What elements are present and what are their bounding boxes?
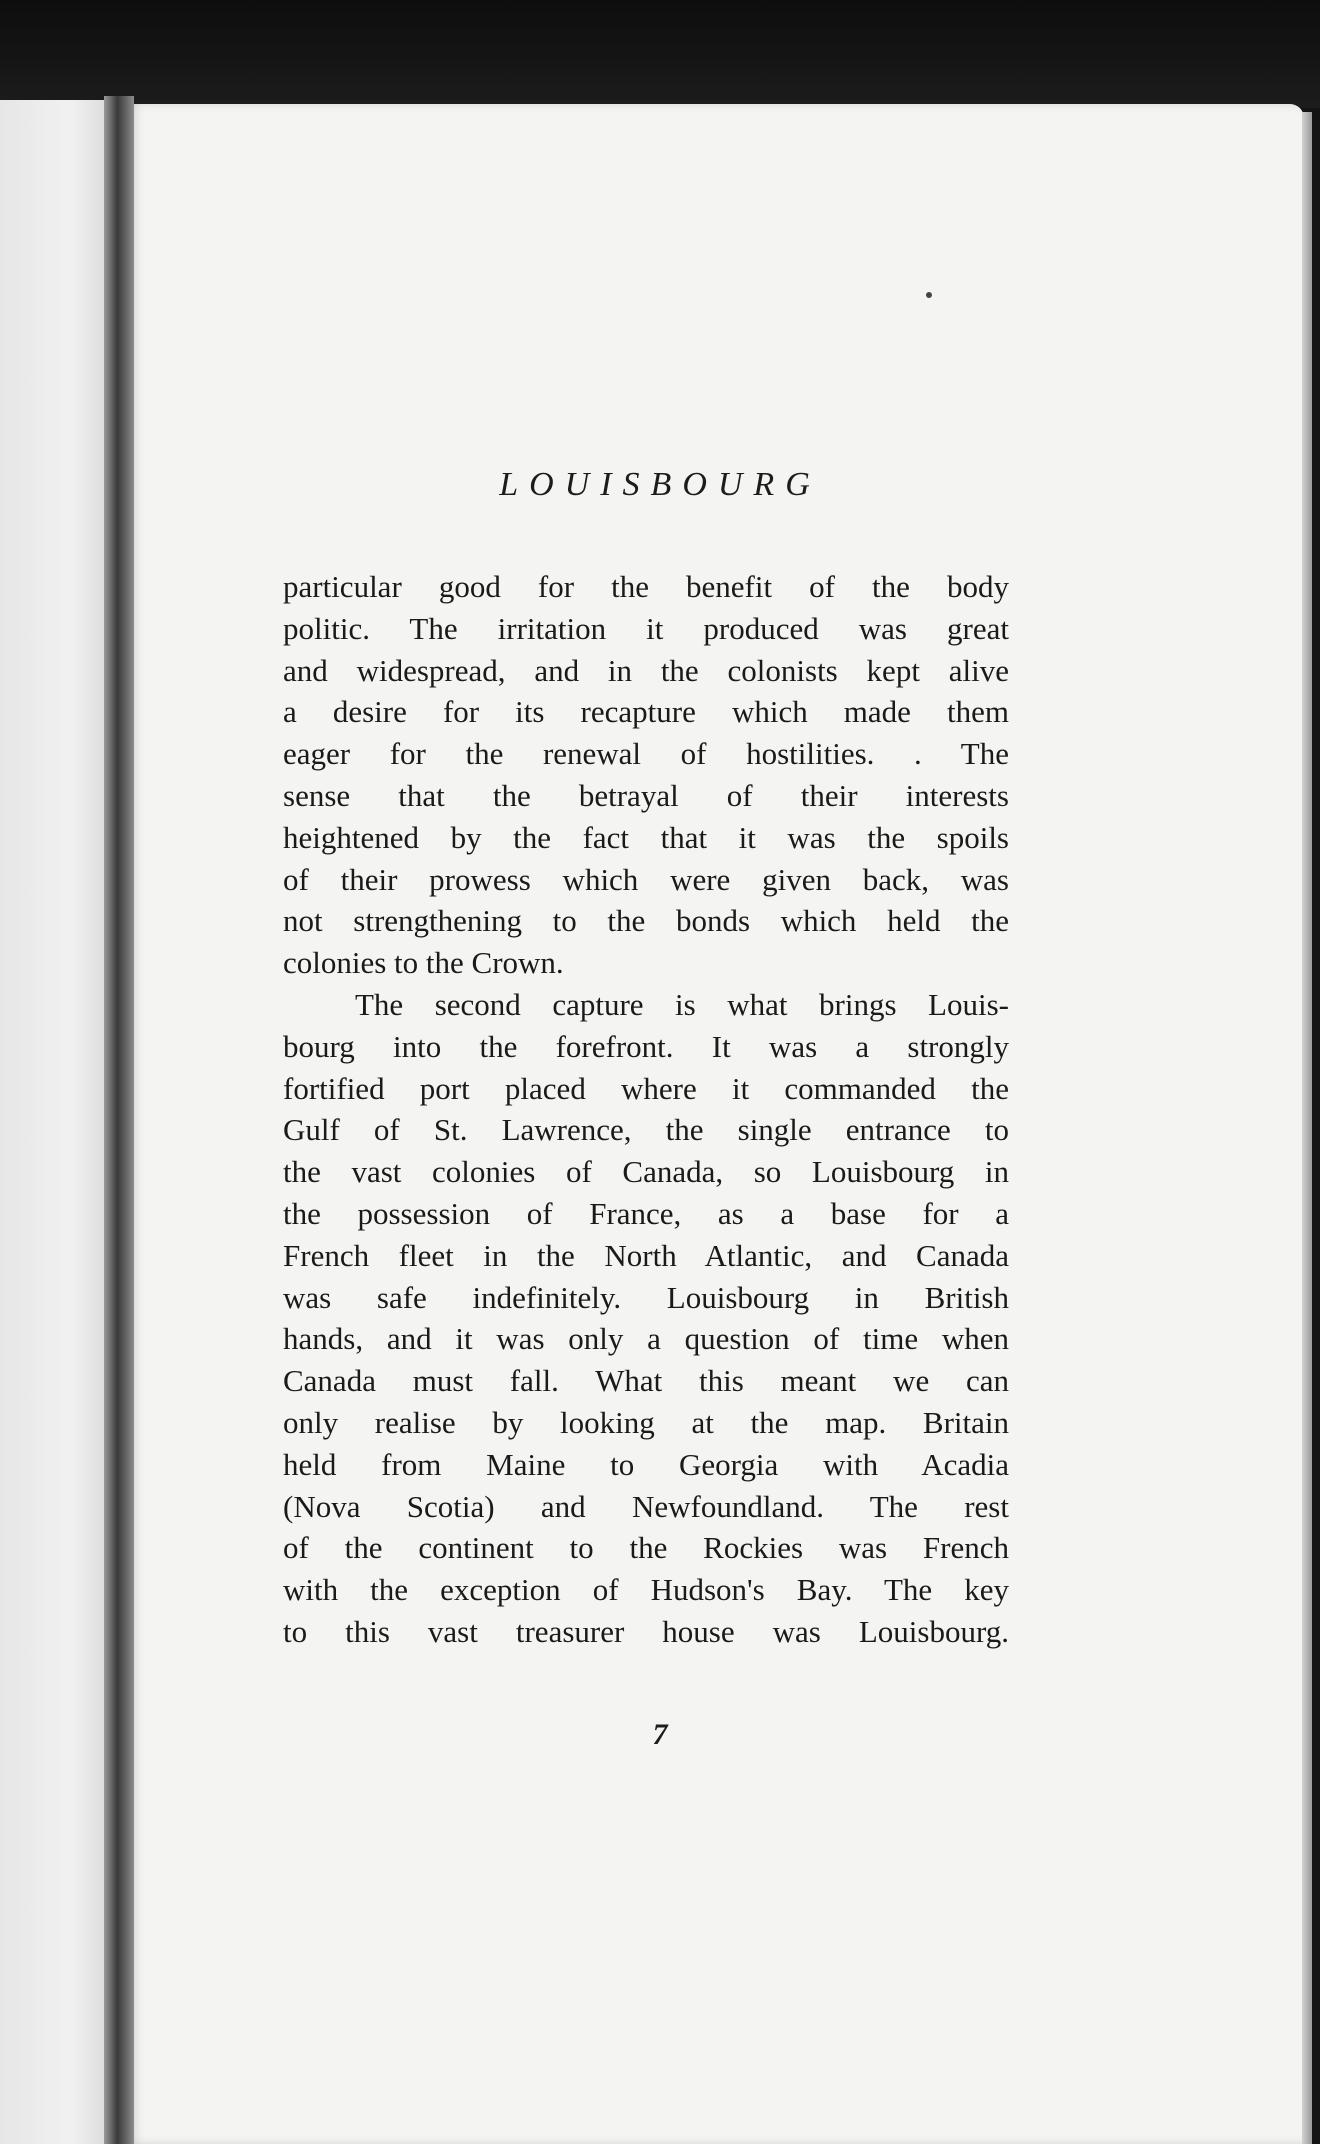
text-line: fortified port placed where it commanded the xyxy=(283,1070,1009,1106)
text-line: the vast colonies of Canada, so Louisbourg in xyxy=(283,1154,1009,1190)
facing-page-edge xyxy=(0,100,118,2144)
body-text xyxy=(283,566,1009,1653)
text-line: colonies to the Crown. xyxy=(283,945,564,981)
running-head: LOUISBOURG xyxy=(499,466,821,503)
text-line: with the exception of Hudson's Bay. The key xyxy=(283,1572,1009,1608)
text-line: particular good for the benefit of the body xyxy=(283,569,1009,604)
text-line: a desire for its recapture which made them xyxy=(283,694,1009,730)
text-line: heightened by the fact that it was the spoils xyxy=(283,819,1009,855)
text-line: and widespread, and in the colonists kept alive xyxy=(283,652,1009,688)
text-line: Gulf of St. Lawrence, the single entrance to xyxy=(283,1112,1009,1148)
page-fore-edge xyxy=(1302,112,1312,2144)
text-line: to this vast treasurer house was Louisbourg. xyxy=(283,1613,1009,1649)
page-number: 7 xyxy=(652,1718,668,1751)
text-line: hands, and it was only a question of time when xyxy=(283,1321,1009,1357)
text-line: Canada must fall. What this meant we can xyxy=(283,1363,1009,1399)
text-line: only realise by looking at the map. Britain xyxy=(283,1404,1009,1440)
text-line: The second capture is what brings Louis- xyxy=(355,986,1009,1022)
text-line: held from Maine to Georgia with Acadia xyxy=(283,1446,1009,1482)
scan-top-shadow xyxy=(0,0,1320,108)
text-line: (Nova Scotia) and Newfoundland. The rest xyxy=(283,1488,1009,1524)
text-line: of the continent to the Rockies was French xyxy=(283,1530,1009,1566)
text-line: bourg into the forefront. It was a strongly xyxy=(283,1028,1009,1064)
text-line: of their prowess which were given back, was xyxy=(283,861,1009,897)
text-line: not strengthening to the bonds which held the xyxy=(283,903,1009,939)
text-line: sense that the betrayal of their interests xyxy=(283,777,1009,813)
book-gutter xyxy=(104,96,134,2144)
text-line: politic. The irritation it produced was great xyxy=(283,610,1009,646)
text-line: French fleet in the North Atlantic, and Canada xyxy=(283,1237,1009,1273)
text-line: eager for the renewal of hostilities. . The xyxy=(283,736,1009,772)
text-line: was safe indefinitely. Louisbourg in British xyxy=(283,1279,1009,1315)
dust-speck xyxy=(926,292,932,298)
text-line: the possession of France, as a base for a xyxy=(283,1195,1009,1231)
